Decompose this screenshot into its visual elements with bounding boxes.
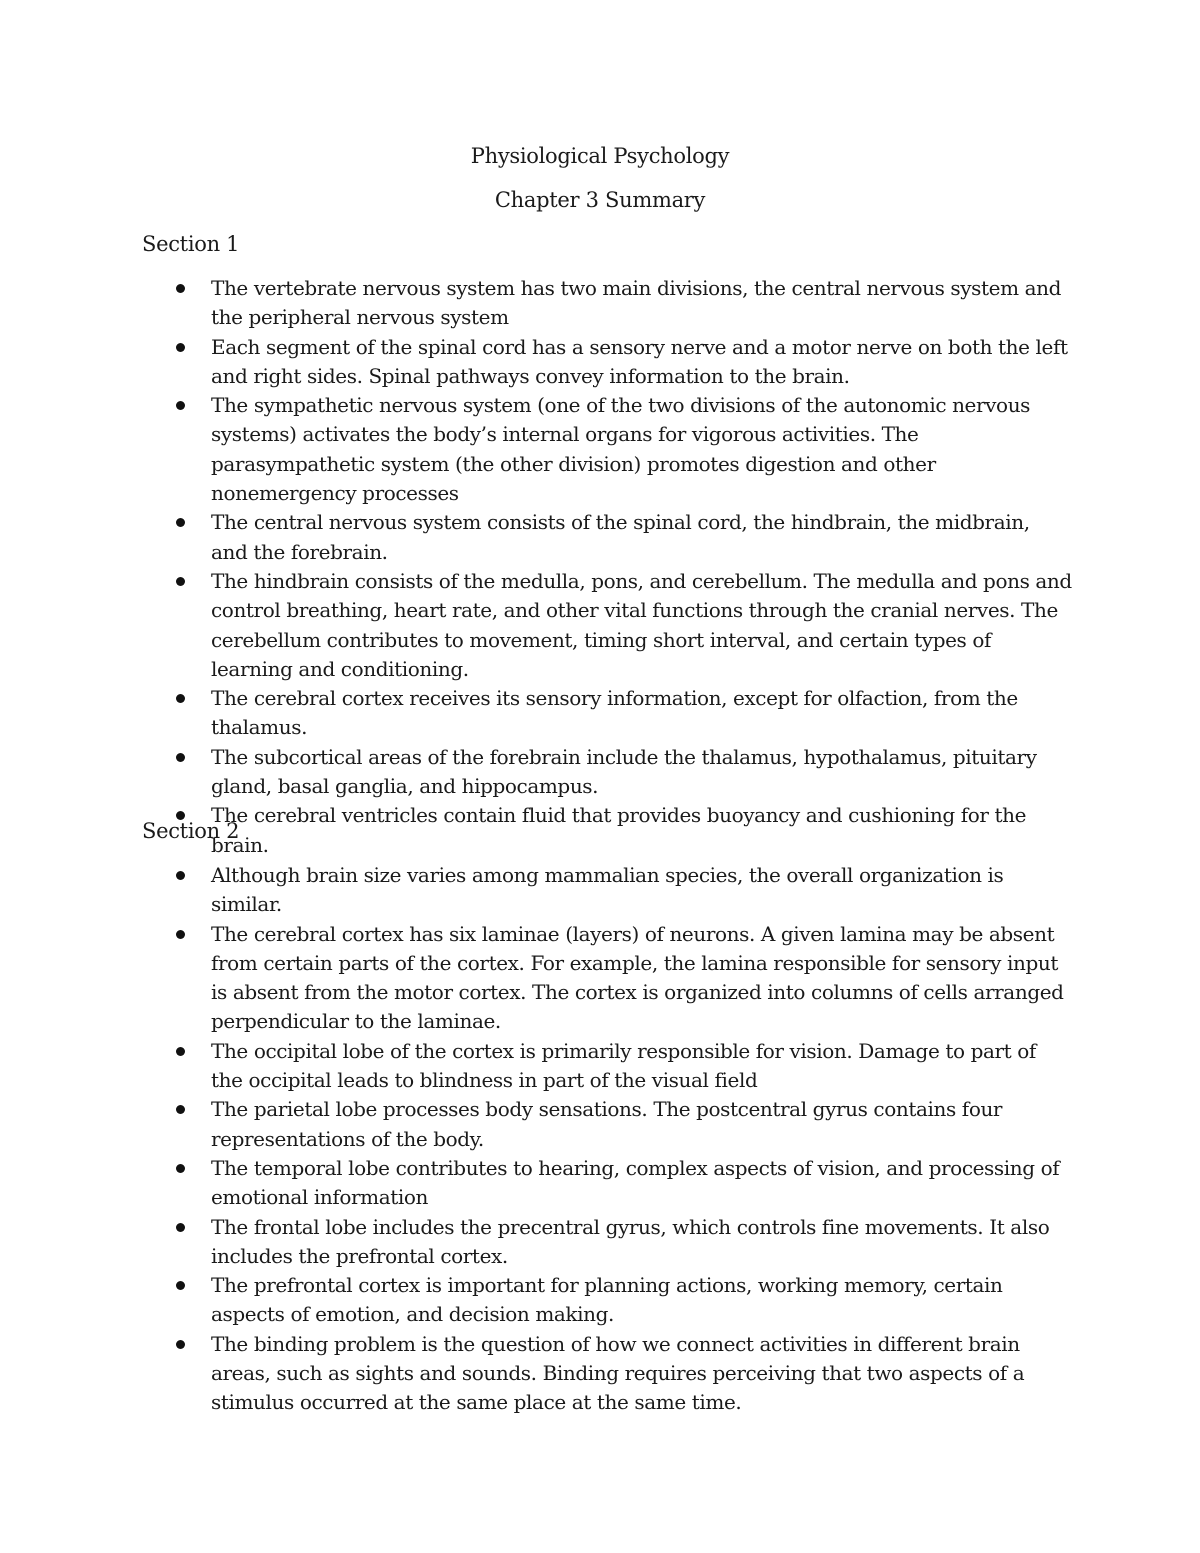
- list-item-text: The occipital lobe of the cortex is primarily responsible for vision. Damage to part of the occipital leads to blindness in part of the visual field: [211, 1038, 1036, 1093]
- bullet-icon: [176, 1281, 185, 1290]
- list-item-text: The cerebral cortex receives its sensory information, except for olfaction, from the thalamus.: [211, 686, 1018, 740]
- bullet-icon: [176, 1047, 185, 1056]
- bullet-icon: [176, 694, 185, 703]
- list-item: [142, 920, 1072, 1037]
- list-item-text: The frontal lobe includes the precentral gyrus, which controls fine movements. It also includes the prefrontal cortex.: [211, 1214, 1050, 1268]
- bullet-icon: [176, 1223, 185, 1232]
- list-item-text: Each segment of the spinal cord has a sensory nerve and a motor nerve on both the left and right sides. Spinal pathways convey information to the brain.: [211, 334, 1068, 388]
- title-block: [0, 142, 1200, 230]
- section-2: [142, 817, 1072, 1418]
- list-item-text: The binding problem is the question of how we connect activities in different brain areas, such as sights and sounds. Binding requires perceiving that two aspects of a stimulus occurred at the same place at the same time.: [211, 1331, 1025, 1415]
- bullet-icon: [176, 1105, 185, 1114]
- list-item: [142, 861, 1072, 920]
- document-subtitle: Chapter 3 Summary: [494, 188, 706, 212]
- section-heading: Section 2: [142, 819, 240, 843]
- section-heading: Section 1: [142, 232, 240, 256]
- list-item-text: The cerebral cortex has six laminae (layers) of neurons. A given lamina may be absent from certain parts of the cortex. For example, the lamina responsible for sensory input is absent from the motor cortex. The cortex is organized into columns of cells arranged perpendicular to the laminae.: [211, 921, 1064, 1034]
- list-item-text: The vertebrate nervous system has two main divisions, the central nervous system and the peripheral nervous system: [211, 276, 1062, 330]
- list-item: [142, 1271, 1072, 1330]
- list-item: [142, 391, 1072, 508]
- list-item: [142, 1037, 1072, 1096]
- list-item: [142, 508, 1072, 567]
- list-item-text: The prefrontal cortex is important for planning actions, working memory, certain aspects of emotion, and decision making.: [211, 1273, 1003, 1327]
- list-item: [142, 1330, 1072, 1418]
- document-title: Physiological Psychology: [470, 144, 730, 168]
- list-item: [142, 1095, 1072, 1154]
- list-item-text: The hindbrain consists of the medulla, pons, and cerebellum. The medulla and pons and control breathing, heart rate, and other vital functions through the cranial nerves. The cerebellum contributes to movement, timing short interval, and certain types of learning and conditioning.: [211, 568, 1072, 681]
- list-item-text: The sympathetic nervous system (one of the two divisions of the autonomic nervous systems) activates the body’s internal organs for vigorous activities. The parasympathetic system (the other division) promotes digestion and other nonemergency processes: [211, 393, 1031, 506]
- list-item-text: The parietal lobe processes body sensations. The postcentral gyrus contains four representations of the body.: [211, 1097, 1003, 1151]
- bullet-icon: [176, 871, 185, 880]
- bullet-icon: [176, 518, 185, 527]
- list-item-text: The central nervous system consists of the spinal cord, the hindbrain, the midbrain, and the forebrain.: [211, 510, 1030, 564]
- list-item: [142, 1154, 1072, 1213]
- bullet-list: [142, 274, 1072, 860]
- bullet-icon: [176, 343, 185, 352]
- bullet-icon: [176, 401, 185, 410]
- list-item: [142, 333, 1072, 392]
- list-item-text: The temporal lobe contributes to hearing, complex aspects of vision, and processing of emotional information: [211, 1155, 1060, 1210]
- bullet-icon: [176, 930, 185, 939]
- list-item: [142, 274, 1072, 333]
- list-item-text: The cerebral ventricles contain fluid that provides buoyancy and cushioning for the brain.: [211, 803, 1027, 857]
- bullet-icon: [176, 284, 185, 293]
- list-item: [142, 743, 1072, 802]
- list-item: [142, 567, 1072, 684]
- section-1: [142, 230, 1072, 860]
- list-item: [142, 684, 1072, 743]
- bullet-icon: [176, 577, 185, 586]
- bullet-list: [142, 861, 1072, 1418]
- list-item: [142, 1213, 1072, 1272]
- bullet-icon: [176, 753, 185, 762]
- list-item-text: Although brain size varies among mammalian species, the overall organization is similar.: [211, 863, 1004, 917]
- bullet-icon: [176, 1340, 185, 1349]
- bullet-icon: [176, 1164, 185, 1173]
- list-item-text: The subcortical areas of the forebrain include the thalamus, hypothalamus, pituitary gland, basal ganglia, and hippocampus.: [211, 744, 1037, 799]
